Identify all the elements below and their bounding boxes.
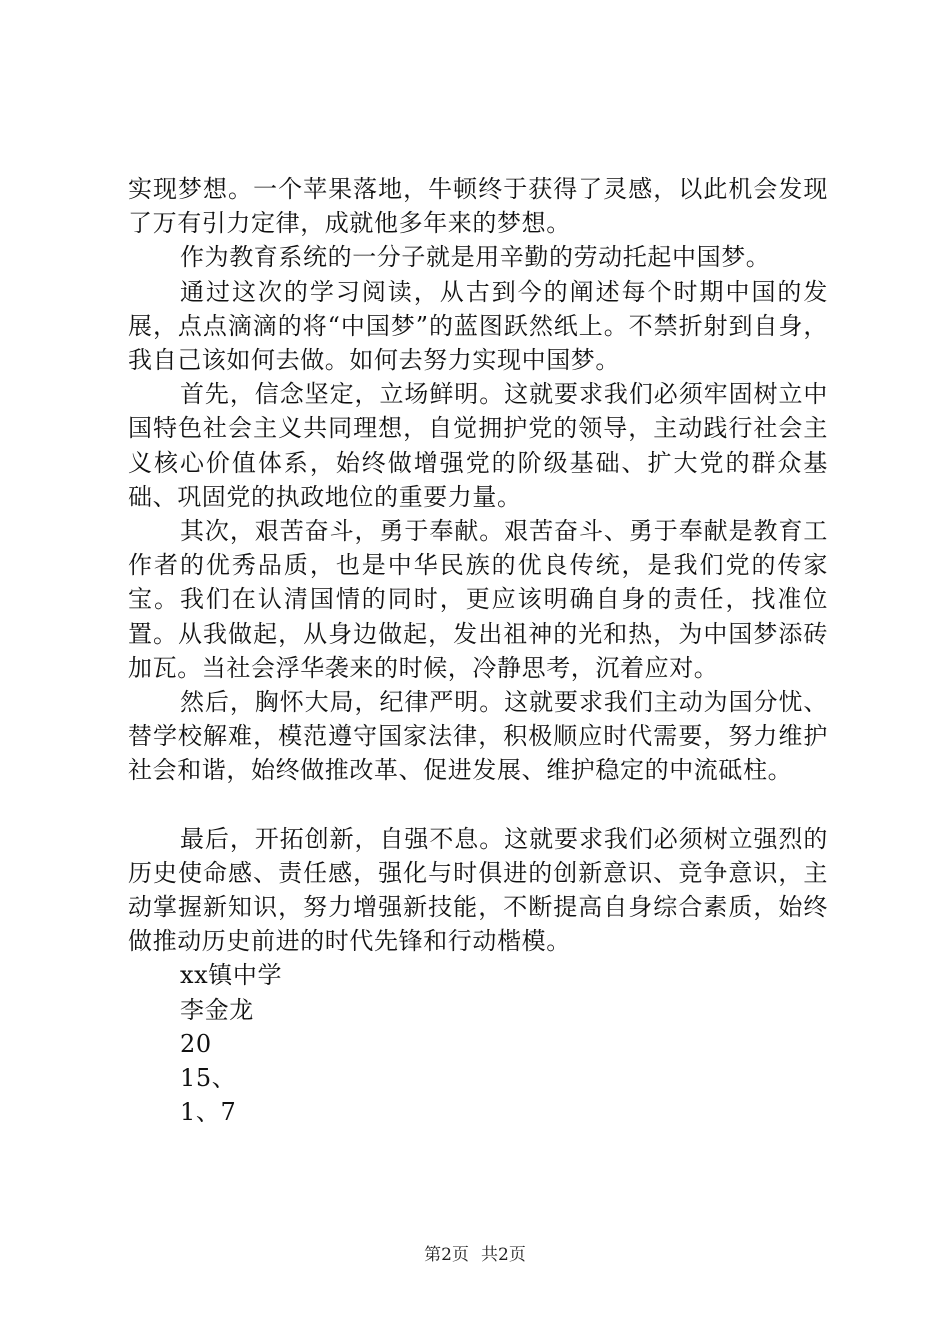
signature-name: 李金龙 <box>180 995 254 1024</box>
paragraph-education-system: 作为教育系统的一分子就是用辛勤的劳动托起中国梦。 <box>180 243 771 272</box>
page-number-total: 共2页 <box>481 1245 526 1265</box>
paragraph-final-point: 最后，开拓创新，自强不息。这就要求我们必须树立强烈的历史使命感、责任感，强化与时俱进的创新意识、竞争意识，主动掌握新知识，努力增强新技能，不断提高自身综合素质，始终做推动历史前进的时代先锋和行动楷模。 <box>128 824 828 956</box>
page-footer <box>0 1244 950 1266</box>
document-body <box>128 172 828 1129</box>
signature-date-line-3: 1、7 <box>180 1098 237 1127</box>
paragraph-first-point: 首先，信念坚定，立场鲜明。这就要求我们必须牢固树立中国特色社会主义共同理想，自觉拥护党的领导，主动践行社会主义核心价值体系，始终做增强党的阶级基础、扩大党的群众基础、巩固党的执政地位的重要力量。 <box>128 380 828 511</box>
page-number-current: 第2页 <box>424 1245 469 1265</box>
signature-school: xx镇中学 <box>180 961 283 990</box>
signature-date-line-2: 15、 <box>180 1064 237 1093</box>
signature-block <box>128 958 828 1129</box>
paragraph-second-point: 其次，艰苦奋斗，勇于奉献。艰苦奋斗、勇于奉献是教育工作者的优秀品质，也是中华民族的优良传统，是我们党的传家宝。我们在认清国情的同时，更应该明确自身的责任，找准位置。从我做起，从身边做起，发出祖神的光和热，为中国梦添砖加瓦。当社会浮华袭来的时候，冷静思考，沉着应对。 <box>128 517 828 682</box>
paragraph-study-reading: 通过这次的学习阅读，从古到今的阐述每个时期中国的发展，点点滴滴的将“中国梦”的蓝图跃然纸上。不禁折射到自身，我自己该如何去做。如何去努力实现中国梦。 <box>128 277 828 375</box>
paragraph-third-point: 然后，胸怀大局，纪律严明。这就要求我们主动为国分忧、替学校解难，模范遵守国家法律，积极顺应时代需要，努力维护社会和谐，始终做推改革、促进发展、维护稳定的中流砥柱。 <box>128 688 828 785</box>
paragraph-continuation: 实现梦想。一个苹果落地，牛顿终于获得了灵感，以此机会发现了万有引力定律，成就他多年来的梦想。 <box>128 175 828 238</box>
signature-date-line-1: 20 <box>180 1029 212 1058</box>
